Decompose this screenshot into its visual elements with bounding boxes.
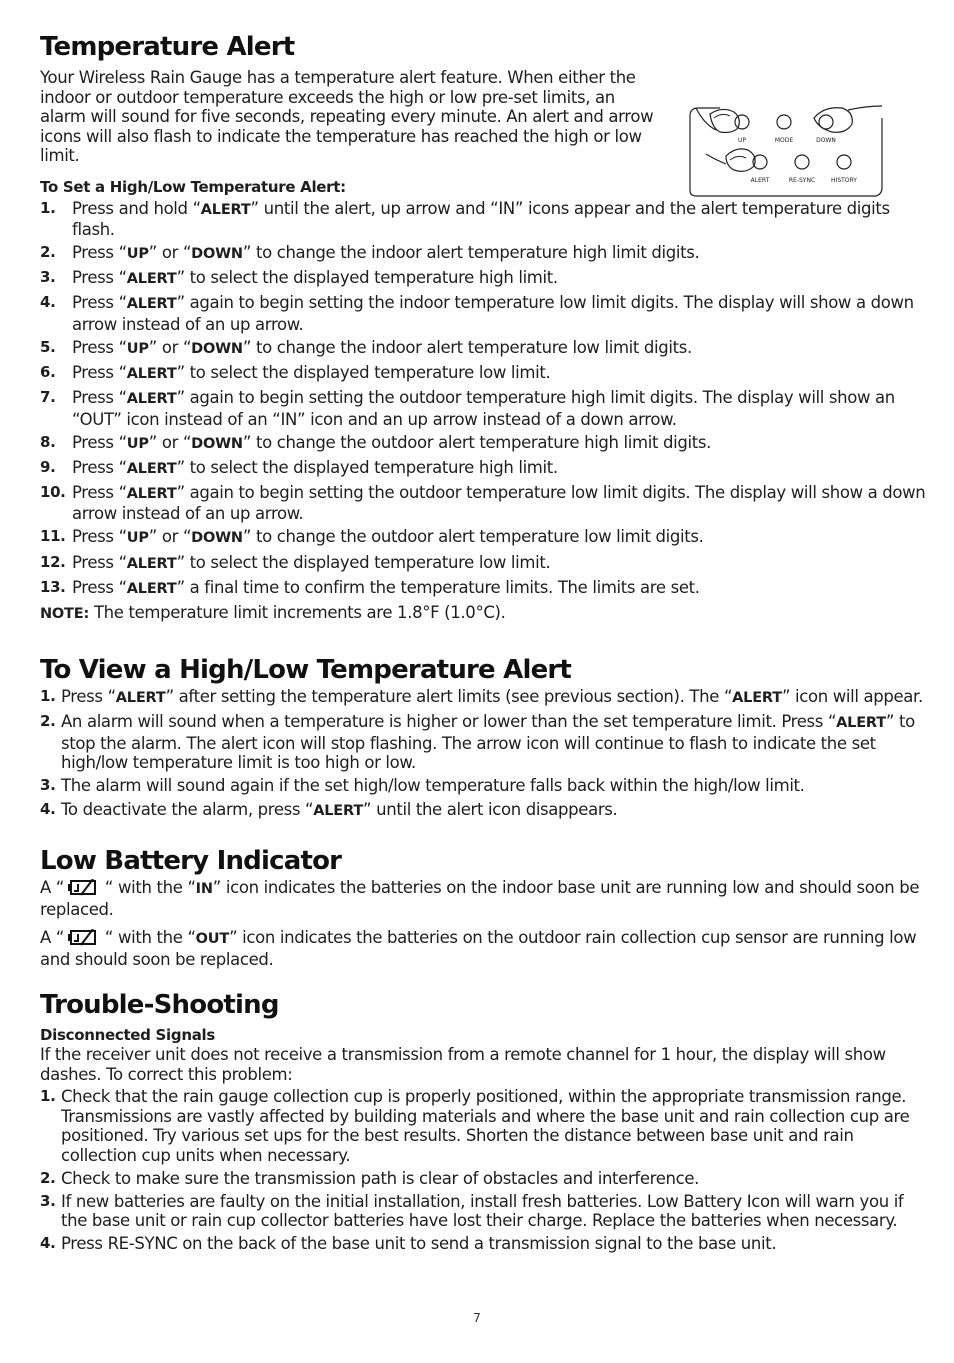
set-step-item — [40, 527, 930, 549]
set-step-text: ” to change the indoor alert temperature low limit digits. — [242, 337, 692, 357]
set-step-item — [40, 338, 930, 360]
button-name: ALERT — [126, 271, 177, 288]
view-step-text: To deactivate the alarm, press “ — [61, 799, 314, 819]
button-name: UP — [126, 435, 149, 452]
button-name: ALERT — [313, 802, 364, 819]
set-step-item — [40, 268, 930, 290]
set-step-number: 5. — [40, 337, 56, 356]
set-alert-steps — [40, 199, 930, 600]
set-step-item — [40, 458, 930, 480]
button-name: ALERT — [126, 296, 177, 313]
set-step-item — [40, 363, 930, 385]
low-battery-icon — [67, 879, 97, 896]
set-step-text: Press “ — [72, 362, 127, 382]
set-step-number: 13. — [40, 577, 66, 596]
view-alert-steps — [40, 687, 930, 821]
button-name: DOWN — [191, 530, 243, 547]
set-step-text: Press and hold “ — [72, 198, 201, 218]
set-alert-subheading: To Set a High/Low Temperature Alert: — [40, 177, 346, 196]
button-name: DOWN — [191, 340, 243, 357]
set-step-number: 11. — [40, 527, 66, 546]
temperature-alert-heading: Temperature Alert — [40, 32, 295, 62]
trouble-step-text: If new batteries are faulty on the initial installation, install fresh batteries. Low Battery Icon will warn you if the base unit or rain cup collector batteries have lost their charge. Replace the batteries when necessary. — [61, 1191, 904, 1231]
diagram-label-resync: RE-SYNC — [788, 177, 816, 184]
trouble-step-item — [40, 1234, 930, 1254]
set-step-text: Press “ — [72, 243, 127, 263]
set-step-text: Press “ — [72, 527, 127, 547]
button-name: ALERT — [126, 485, 177, 502]
set-step-number: 10. — [40, 482, 66, 501]
trouble-step-number: 3. — [40, 1191, 56, 1210]
diagram-label-mode: MODE — [774, 137, 794, 144]
button-panel-diagram — [686, 104, 886, 200]
trouble-step-item — [40, 1192, 930, 1231]
view-step-item — [40, 712, 930, 773]
button-name: DOWN — [191, 246, 243, 263]
button-name: ALERT — [836, 715, 886, 732]
temperature-alert-intro: Your Wireless Rain Gauge has a temperature alert feature. When either the indoor or outdoor temperature exceeds the high or low pre-set limits, an alarm will sound for five seconds, repeating every minute. An alert and arrow icons will also flash to indicate the temperature has reached the high or low limit. — [40, 68, 654, 165]
trouble-step-number: 2. — [40, 1168, 56, 1187]
button-name: UP — [126, 340, 149, 357]
battery-line-out: A “ “ with the “OUT” icon indicates the batteries on the outdoor rain collection cup sensor are running low and should soon be replaced. — [40, 928, 917, 969]
set-step-item — [40, 293, 930, 334]
set-step-number: 2. — [40, 243, 56, 262]
set-step-text: ” to select the displayed temperature high limit. — [176, 457, 558, 477]
view-alert-heading: To View a High/Low Temperature Alert — [40, 655, 572, 686]
trouble-shooting-heading: Trouble-Shooting — [40, 990, 279, 1020]
view-step-number: 3. — [40, 776, 56, 795]
set-step-text: Press “ — [72, 388, 127, 408]
view-step-item — [40, 776, 930, 796]
button-name: ALERT — [126, 555, 177, 572]
note-text: The temperature limit increments are 1.8°F (1.0°C). — [89, 602, 506, 622]
trouble-step-text: Check to make sure the transmission path is clear of obstacles and interference. — [61, 1168, 700, 1188]
temperature-alert-intro-block — [40, 68, 930, 184]
set-step-text: ” or “ — [148, 432, 192, 452]
set-step-text: Press “ — [72, 577, 127, 597]
set-step-item — [40, 578, 930, 600]
disconnected-signals-subheading: Disconnected Signals — [40, 1026, 215, 1044]
set-step-number: 1. — [40, 198, 56, 217]
diagram-label-down: DOWN — [816, 137, 836, 144]
note-label: NOTE: — [40, 605, 90, 622]
set-step-text: ” again to begin setting the indoor temperature low limit digits. The display will show a down arrow instead of an up arrow. — [72, 293, 914, 334]
set-step-item — [40, 199, 930, 240]
set-step-number: 8. — [40, 432, 56, 451]
trouble-intro: If the receiver unit does not receive a transmission from a remote channel for 1 hour, the display will show dashes. To correct this problem: — [40, 1045, 886, 1084]
view-step-number: 1. — [40, 687, 56, 706]
set-step-item — [40, 483, 930, 524]
view-step-text: ” icon will appear. — [781, 687, 923, 707]
manual-page — [40, 30, 930, 1257]
button-name: ALERT — [115, 690, 166, 707]
set-step-number: 12. — [40, 552, 66, 571]
trouble-step-text: Check that the rain gauge collection cup is properly positioned, within the appropriate transmission range. Transmissions are vastly affected by building materials and where the base unit and rain collection cup are positioned. Try various set ups for the best results. Shorten the distance between base unit and rain collection cup units when necessary. — [61, 1087, 910, 1165]
set-step-text: Press “ — [72, 293, 127, 313]
set-step-item — [40, 553, 930, 575]
set-step-text: ” to change the indoor alert temperature high limit digits. — [242, 243, 700, 263]
set-step-text: ” to select the displayed temperature high limit. — [176, 268, 558, 288]
view-step-text: The alarm will sound again if the set high/low temperature falls back within the high/low limit. — [61, 776, 805, 796]
set-step-text: ” again to begin setting the outdoor temperature low limit digits. The display will show a down arrow instead of an up arrow. — [72, 482, 926, 524]
set-step-number: 7. — [40, 388, 56, 407]
button-name: UP — [126, 246, 149, 263]
button-name: ALERT — [126, 365, 177, 382]
set-step-text: ” until the alert, up arrow and “IN” icons appear and the alert temperature digits flash. — [72, 198, 890, 239]
diagram-label-history: HISTORY — [831, 177, 857, 184]
trouble-step-number: 4. — [40, 1234, 56, 1253]
button-name: ALERT — [126, 580, 177, 597]
set-step-number: 4. — [40, 293, 56, 312]
set-step-number: 3. — [40, 268, 56, 287]
button-name: ALERT — [200, 201, 251, 218]
battery-line-in: A “ “ with the “IN” icon indicates the batteries on the indoor base unit are running low and should soon be replaced. — [40, 878, 920, 919]
set-step-text: ” to select the displayed temperature low limit. — [176, 552, 551, 572]
button-name: ALERT — [126, 460, 177, 477]
set-step-text: ” again to begin setting the outdoor temperature high limit digits. The display will show an “OUT” icon instead of an “IN” icon and an up arrow instead of a down arrow. — [72, 388, 895, 429]
set-step-text: ” or “ — [148, 527, 192, 547]
set-step-text: ” or “ — [148, 337, 192, 357]
set-step-text: Press “ — [72, 457, 127, 477]
trouble-step-item — [40, 1087, 930, 1165]
trouble-step-number: 1. — [40, 1087, 56, 1105]
view-step-number: 2. — [40, 712, 56, 731]
view-step-text: ” until the alert icon disappears. — [363, 799, 618, 819]
set-step-text: Press “ — [72, 268, 127, 288]
set-step-text: ” a final time to confirm the temperature limits. The limits are set. — [176, 577, 700, 597]
set-step-item — [40, 388, 930, 429]
view-step-text: An alarm will sound when a temperature is higher or lower than the set temperature limit. Press “ — [61, 712, 837, 732]
low-battery-icon — [67, 929, 97, 946]
button-name: ALERT — [126, 391, 177, 408]
set-step-number: 6. — [40, 362, 56, 381]
view-step-item — [40, 800, 930, 822]
set-step-item — [40, 243, 930, 265]
diagram-label-up: UP — [737, 137, 747, 144]
set-step-text: ” to select the displayed temperature low limit. — [176, 362, 551, 382]
set-step-text: Press “ — [72, 482, 127, 502]
button-name: DOWN — [191, 435, 243, 452]
view-step-text: ” to stop the alarm. The alert icon will stop flashing. The arrow icon will continue to flash to indicate the set high/low temperature limit is too high or low. — [61, 712, 915, 773]
button-name: UP — [126, 530, 149, 547]
page-number: 7 — [473, 1311, 481, 1325]
set-step-item — [40, 433, 930, 455]
set-step-text: ” to change the outdoor alert temperature high limit digits. — [242, 432, 711, 452]
set-step-text: Press “ — [72, 432, 127, 452]
low-battery-heading: Low Battery Indicator — [40, 846, 342, 876]
view-step-number: 4. — [40, 799, 56, 818]
note-line — [40, 603, 930, 625]
set-step-text: ” or “ — [148, 243, 192, 263]
trouble-steps — [40, 1087, 930, 1254]
trouble-step-item — [40, 1169, 930, 1189]
view-step-text: ” after setting the temperature alert limits (see previous section). The “ — [165, 687, 733, 707]
view-step-item — [40, 687, 930, 709]
diagram-label-alert: ALERT — [750, 177, 770, 184]
view-step-text: Press “ — [61, 687, 116, 707]
button-name: ALERT — [732, 690, 782, 707]
set-step-text: Press “ — [72, 552, 127, 572]
set-step-number: 9. — [40, 457, 56, 476]
set-step-text: Press “ — [72, 337, 127, 357]
set-step-text: ” to change the outdoor alert temperature low limit digits. — [242, 527, 704, 547]
trouble-step-text: Press RE-SYNC on the back of the base unit to send a transmission signal to the base unit. — [61, 1234, 777, 1254]
